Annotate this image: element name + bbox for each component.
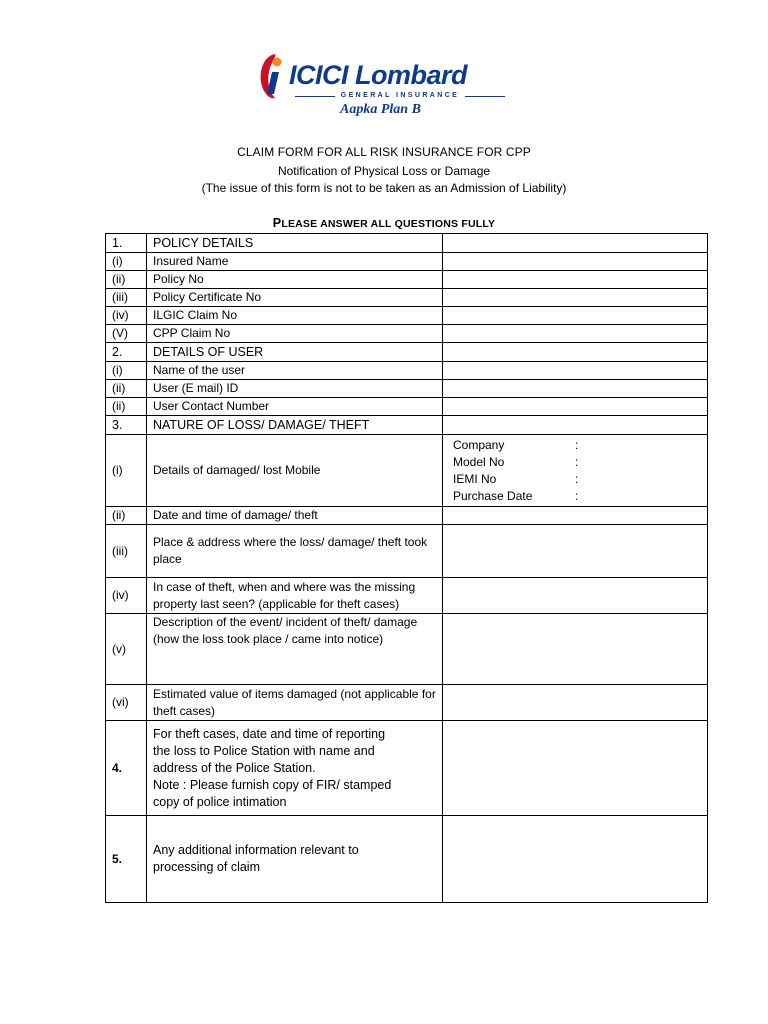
row-label: CPP Claim No [147, 325, 443, 343]
text-line: Any additional information relevant to [153, 843, 359, 857]
table-row [106, 525, 708, 578]
note-line: copy of police intimation [153, 794, 287, 809]
row-number: (ii) [106, 398, 147, 416]
section-number: 4. [106, 721, 147, 816]
row-label: User (E mail) ID [147, 380, 443, 398]
table-row [106, 507, 708, 525]
row-label: Description of the event/ incident of theft/ damage (how the loss took place / came into notice) [147, 614, 443, 685]
row-label: ILGIC Claim No [147, 307, 443, 325]
field-label-purchase-date: Purchase Date [453, 488, 533, 503]
field-colon: : [575, 437, 579, 452]
section-text [147, 721, 443, 816]
field-label-iemi-no: IEMI No [453, 471, 497, 486]
answer-cell[interactable] [443, 416, 708, 435]
row-number: (iii) [106, 289, 147, 307]
table-row [106, 289, 708, 307]
section-police-report [106, 721, 708, 816]
section-policy-details [106, 234, 708, 253]
answer-cell[interactable] [443, 234, 708, 253]
table-row [106, 614, 708, 685]
answer-cell[interactable] [443, 614, 708, 685]
answer-cell[interactable] [443, 343, 708, 362]
logo-rule-right [465, 96, 505, 97]
section-title: DETAILS OF USER [147, 343, 443, 362]
row-label: In case of theft, when and where was the missing property last seen? (applicable for theft cases) [147, 578, 443, 614]
logo-tagline: Aapka Plan B [340, 102, 421, 117]
icici-lombard-logo [255, 46, 515, 122]
row-label: Policy No [147, 271, 443, 289]
text-line: address of the Police Station. [153, 760, 316, 775]
answer-cell[interactable] [443, 525, 708, 578]
row-number: (iii) [106, 525, 147, 578]
row-number: (i) [106, 435, 147, 507]
table-row [106, 578, 708, 614]
row-label: Date and time of damage/ theft [147, 507, 443, 525]
answer-cell[interactable] [443, 362, 708, 380]
text-line: the loss to Police Station with name and [153, 743, 375, 758]
icici-i-mark-icon [255, 48, 289, 102]
row-number: (i) [106, 253, 147, 271]
row-number: (ii) [106, 271, 147, 289]
row-number: (ii) [106, 507, 147, 525]
answer-cell[interactable] [443, 398, 708, 416]
answer-cell[interactable] [443, 289, 708, 307]
mobile-detail-fields[interactable] [443, 435, 708, 507]
field-label-company: Company [453, 437, 505, 452]
answer-cell[interactable] [443, 271, 708, 289]
instruction-first-letter: P [272, 216, 282, 230]
section-user-details [106, 343, 708, 362]
liability-disclaimer: (The issue of this form is not to be taken as an Admission of Liability) [201, 181, 567, 195]
row-number: (iv) [106, 578, 147, 614]
logo-sub-text: GENERAL INSURANCE [340, 92, 460, 99]
row-number: (vi) [106, 685, 147, 721]
section-title: NATURE OF LOSS/ DAMAGE/ THEFT [147, 416, 443, 435]
section-number: 5. [106, 816, 147, 903]
logo-brand-text: ICICI Lombard [289, 60, 468, 90]
section-text [147, 816, 443, 903]
field-colon: : [575, 471, 579, 486]
table-row [106, 307, 708, 325]
row-label: Details of damaged/ lost Mobile [147, 435, 443, 507]
answer-cell[interactable] [443, 307, 708, 325]
answer-cell[interactable] [443, 816, 708, 903]
note-line: Note : Please furnish copy of FIR/ stamped [153, 777, 392, 792]
field-colon: : [575, 454, 579, 469]
row-label: Insured Name [147, 253, 443, 271]
answer-cell[interactable] [443, 685, 708, 721]
section-additional-info [106, 816, 708, 903]
section-number: 3. [106, 416, 147, 435]
instruction-line [0, 216, 768, 230]
row-number: (V) [106, 325, 147, 343]
section-title: POLICY DETAILS [147, 234, 443, 253]
table-row [106, 325, 708, 343]
row-number: (v) [106, 614, 147, 685]
answer-cell[interactable] [443, 507, 708, 525]
row-label: Place & address where the loss/ damage/ theft took place [147, 525, 443, 578]
table-row-mobile-details [106, 435, 708, 507]
answer-cell[interactable] [443, 380, 708, 398]
table-row [106, 685, 708, 721]
answer-cell[interactable] [443, 578, 708, 614]
field-colon: : [575, 488, 579, 503]
table-row [106, 362, 708, 380]
row-label: User Contact Number [147, 398, 443, 416]
answer-cell[interactable] [443, 253, 708, 271]
row-number: (ii) [106, 380, 147, 398]
row-number: (iv) [106, 307, 147, 325]
row-number: (i) [106, 362, 147, 380]
form-subtitle: Notification of Physical Loss or Damage [277, 164, 491, 178]
table-row [106, 271, 708, 289]
row-label: Name of the user [147, 362, 443, 380]
text-line: For theft cases, date and time of reporting [153, 726, 386, 741]
instruction-rest: LEASE ANSWER ALL QUESTIONS FULLY [281, 218, 496, 230]
text-line: processing of claim [153, 860, 260, 874]
form-title: CLAIM FORM FOR ALL RISK INSURANCE FOR CPP [237, 145, 531, 159]
section-number: 2. [106, 343, 147, 362]
field-label-model-no: Model No [453, 454, 505, 469]
row-label: Policy Certificate No [147, 289, 443, 307]
section-nature-of-loss [106, 416, 708, 435]
answer-cell[interactable] [443, 721, 708, 816]
claim-form-table [105, 233, 708, 903]
table-row [106, 380, 708, 398]
answer-cell[interactable] [443, 325, 708, 343]
table-row [106, 253, 708, 271]
row-label: Estimated value of items damaged (not applicable for theft cases) [147, 685, 443, 721]
table-row [106, 398, 708, 416]
section-number: 1. [106, 234, 147, 253]
